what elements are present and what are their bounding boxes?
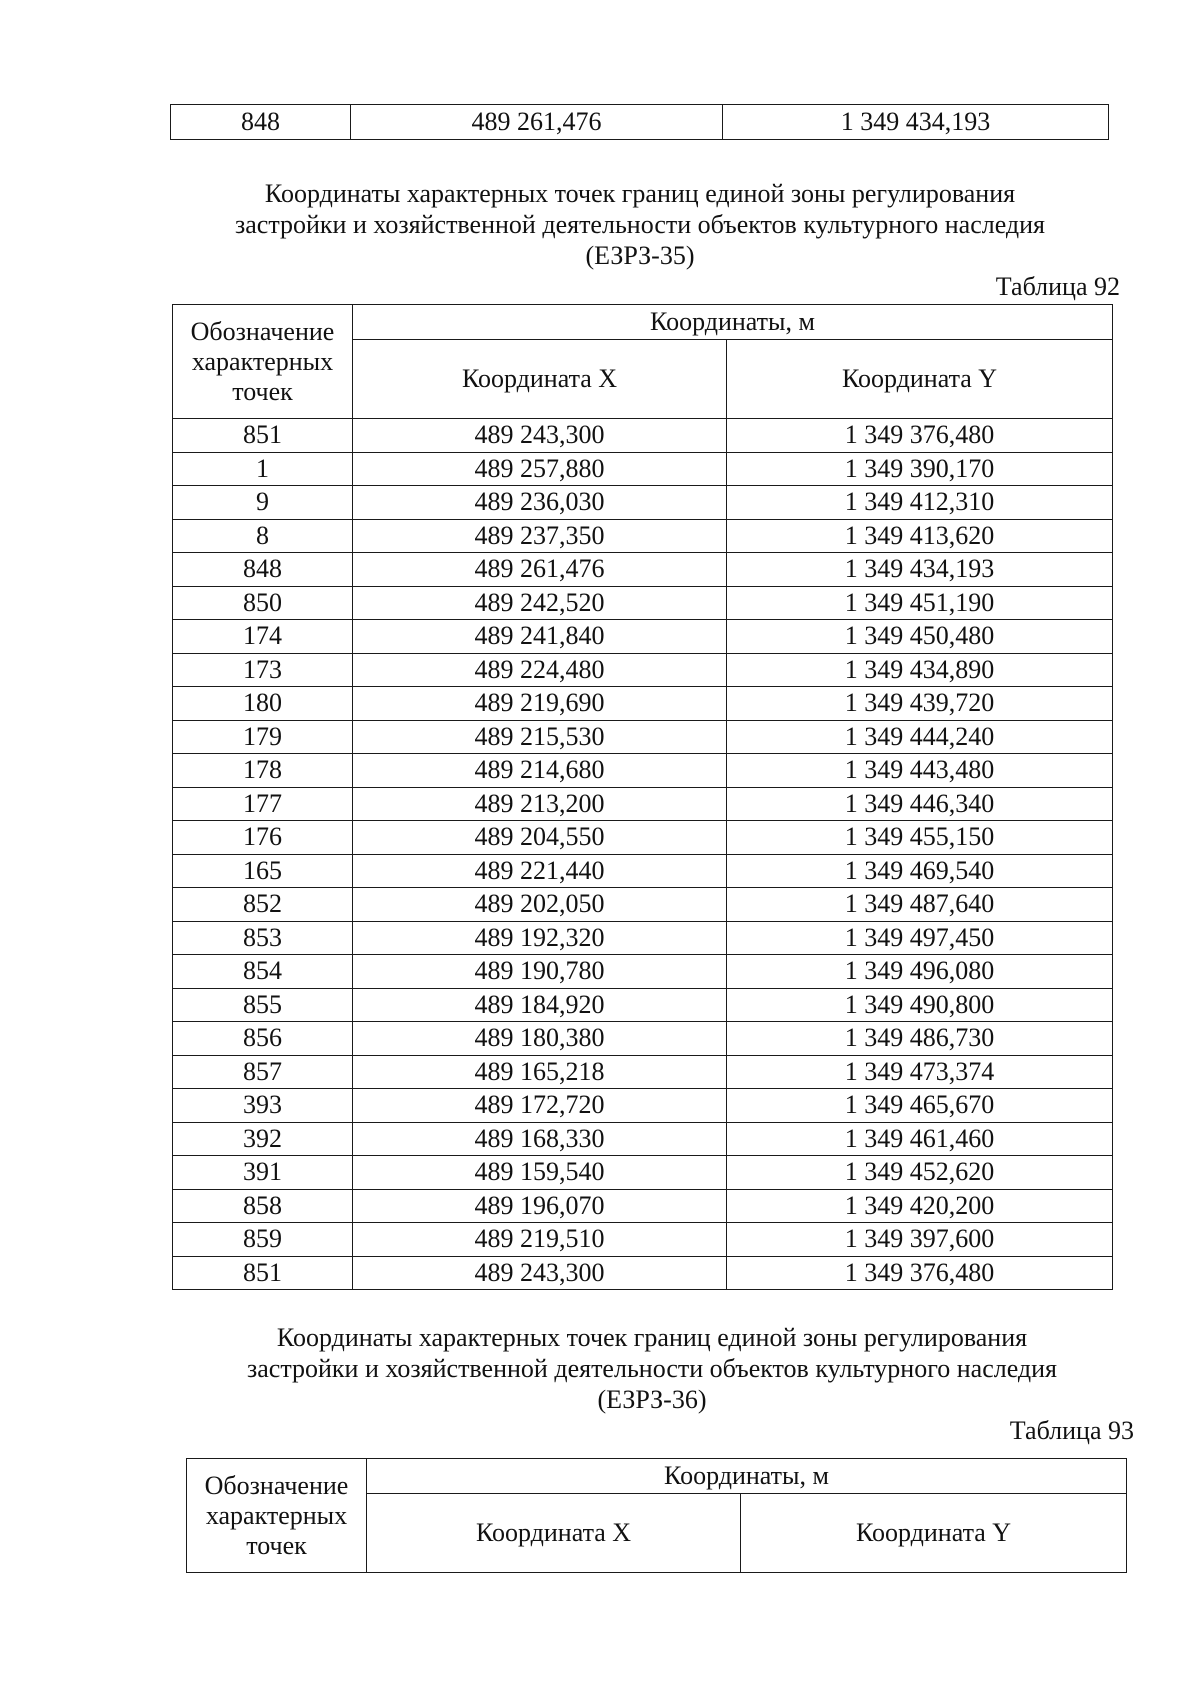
- y-cell: 1 349 376,480: [727, 1256, 1113, 1290]
- table-row: [173, 720, 1113, 754]
- x-column-header: Координата X: [367, 1494, 741, 1573]
- y-cell: 1 349 497,450: [727, 921, 1113, 955]
- point-cell: 856: [173, 1022, 353, 1056]
- point-cell: 851: [173, 1256, 353, 1290]
- x-column-header: Координата X: [353, 340, 727, 419]
- x-cell: 489 159,540: [353, 1156, 727, 1190]
- y-column-header: Координата Y: [741, 1494, 1127, 1573]
- y-cell: 1 349 473,374: [727, 1055, 1113, 1089]
- point-cell: 165: [173, 854, 353, 888]
- y-cell: 1 349 412,310: [727, 486, 1113, 520]
- x-cell: 489 192,320: [353, 921, 727, 955]
- x-cell: 489 184,920: [353, 988, 727, 1022]
- x-cell: 489 202,050: [353, 888, 727, 922]
- point-cell: 392: [173, 1122, 353, 1156]
- table-row: [173, 821, 1113, 855]
- heading-line: Координаты характерных точек границ единой зоны регулирования: [276, 1323, 1028, 1352]
- point-cell: 859: [173, 1223, 353, 1257]
- y-cell: 1 349 443,480: [727, 754, 1113, 788]
- x-cell: 489 257,880: [353, 452, 727, 486]
- y-cell: 1 349 486,730: [727, 1022, 1113, 1056]
- y-cell: 1 349 444,240: [727, 720, 1113, 754]
- y-cell: 1 349 434,193: [727, 553, 1113, 587]
- table-row: [173, 687, 1113, 721]
- y-cell: 1 349 446,340: [727, 787, 1113, 821]
- coordinates-group-header: Координаты, м: [353, 305, 1113, 340]
- x-cell: 489 219,690: [353, 687, 727, 721]
- point-cell: 855: [173, 988, 353, 1022]
- x-cell: 489 236,030: [353, 486, 727, 520]
- y-cell: 1 349 450,480: [727, 620, 1113, 654]
- x-cell: 489 213,200: [353, 787, 727, 821]
- y-cell: 1 349 376,480: [727, 419, 1113, 453]
- table-row: [173, 1189, 1113, 1223]
- heading-line: Координаты характерных точек границ единой зоны регулирования: [264, 179, 1016, 208]
- heading-line: (ЕЗРЗ-36): [597, 1385, 707, 1414]
- point-cell: 178: [173, 754, 353, 788]
- x-cell: 489 204,550: [353, 821, 727, 855]
- x-cell: 489 261,476: [351, 105, 723, 140]
- y-cell: 1 349 434,193: [723, 105, 1109, 140]
- point-cell: 852: [173, 888, 353, 922]
- x-cell: 489 237,350: [353, 519, 727, 553]
- table-body: [173, 419, 1113, 1290]
- table-row: [173, 1122, 1113, 1156]
- table-row: [173, 1223, 1113, 1257]
- x-cell: 489 224,480: [353, 653, 727, 687]
- y-cell: 1 349 469,540: [727, 854, 1113, 888]
- table-row: [173, 754, 1113, 788]
- table-row: [173, 787, 1113, 821]
- point-cell: 854: [173, 955, 353, 989]
- point-cell: 9: [173, 486, 353, 520]
- x-cell: 489 243,300: [353, 419, 727, 453]
- x-cell: 489 261,476: [353, 553, 727, 587]
- table-row: [173, 1055, 1113, 1089]
- table-row: [173, 1089, 1113, 1123]
- table-row: [173, 921, 1113, 955]
- x-cell: 489 241,840: [353, 620, 727, 654]
- point-column-header: Обозначение характерных точек: [187, 1459, 367, 1573]
- table-row: [173, 1156, 1113, 1190]
- table-row: [173, 586, 1113, 620]
- x-cell: 489 190,780: [353, 955, 727, 989]
- point-cell: 176: [173, 821, 353, 855]
- table-row: [173, 988, 1113, 1022]
- x-cell: 489 243,300: [353, 1256, 727, 1290]
- section-heading-ezrz-35: [170, 178, 1110, 271]
- x-cell: 489 221,440: [353, 854, 727, 888]
- x-cell: 489 214,680: [353, 754, 727, 788]
- point-cell: 391: [173, 1156, 353, 1190]
- point-cell: 173: [173, 653, 353, 687]
- x-cell: 489 196,070: [353, 1189, 727, 1223]
- point-cell: 850: [173, 586, 353, 620]
- table-number-label: Таблица 93: [1009, 1416, 1134, 1445]
- point-cell: 848: [171, 105, 351, 140]
- point-cell: 857: [173, 1055, 353, 1089]
- table-row: [173, 553, 1113, 587]
- point-cell: 851: [173, 419, 353, 453]
- y-cell: 1 349 452,620: [727, 1156, 1113, 1190]
- coordinates-group-header: Координаты, м: [367, 1459, 1127, 1494]
- table-row: [173, 955, 1113, 989]
- y-cell: 1 349 413,620: [727, 519, 1113, 553]
- x-cell: 489 215,530: [353, 720, 727, 754]
- point-cell: 174: [173, 620, 353, 654]
- x-cell: 489 219,510: [353, 1223, 727, 1257]
- point-cell: 858: [173, 1189, 353, 1223]
- heading-line: (ЕЗРЗ-35): [585, 241, 695, 270]
- y-cell: 1 349 461,460: [727, 1122, 1113, 1156]
- table-row: [173, 888, 1113, 922]
- table-row: [173, 653, 1113, 687]
- table-row: [173, 1022, 1113, 1056]
- point-cell: 1: [173, 452, 353, 486]
- y-cell: 1 349 397,600: [727, 1223, 1113, 1257]
- y-cell: 1 349 490,800: [727, 988, 1113, 1022]
- y-column-header: Координата Y: [727, 340, 1113, 419]
- coordinates-table-92: [172, 304, 1113, 1290]
- coordinates-table-93: [186, 1458, 1127, 1573]
- x-cell: 489 168,330: [353, 1122, 727, 1156]
- heading-line: застройки и хозяйственной деятельности объектов культурного наследия: [234, 210, 1046, 239]
- y-cell: 1 349 487,640: [727, 888, 1113, 922]
- table-row: [173, 486, 1113, 520]
- point-cell: 853: [173, 921, 353, 955]
- heading-line: застройки и хозяйственной деятельности объектов культурного наследия: [246, 1354, 1058, 1383]
- x-cell: 489 165,218: [353, 1055, 727, 1089]
- point-cell: 180: [173, 687, 353, 721]
- x-cell: 489 242,520: [353, 586, 727, 620]
- x-cell: 489 172,720: [353, 1089, 727, 1123]
- table-row: [173, 620, 1113, 654]
- table-row: [173, 519, 1113, 553]
- point-cell: 393: [173, 1089, 353, 1123]
- section-heading-ezrz-36: [182, 1322, 1122, 1415]
- point-cell: 848: [173, 553, 353, 587]
- table-row: [171, 105, 1109, 140]
- point-cell: 8: [173, 519, 353, 553]
- point-column-header: Обозначение характерных точек: [173, 305, 353, 419]
- y-cell: 1 349 439,720: [727, 687, 1113, 721]
- x-cell: 489 180,380: [353, 1022, 727, 1056]
- y-cell: 1 349 390,170: [727, 452, 1113, 486]
- y-cell: 1 349 455,150: [727, 821, 1113, 855]
- table-row: [173, 419, 1113, 453]
- point-cell: 177: [173, 787, 353, 821]
- table-row: [173, 854, 1113, 888]
- y-cell: 1 349 496,080: [727, 955, 1113, 989]
- y-cell: 1 349 434,890: [727, 653, 1113, 687]
- y-cell: 1 349 465,670: [727, 1089, 1113, 1123]
- previous-table-last-row: [170, 104, 1109, 140]
- table-row: [173, 452, 1113, 486]
- table-row: [173, 1256, 1113, 1290]
- point-cell: 179: [173, 720, 353, 754]
- y-cell: 1 349 451,190: [727, 586, 1113, 620]
- y-cell: 1 349 420,200: [727, 1189, 1113, 1223]
- table-number-label: Таблица 92: [995, 272, 1120, 301]
